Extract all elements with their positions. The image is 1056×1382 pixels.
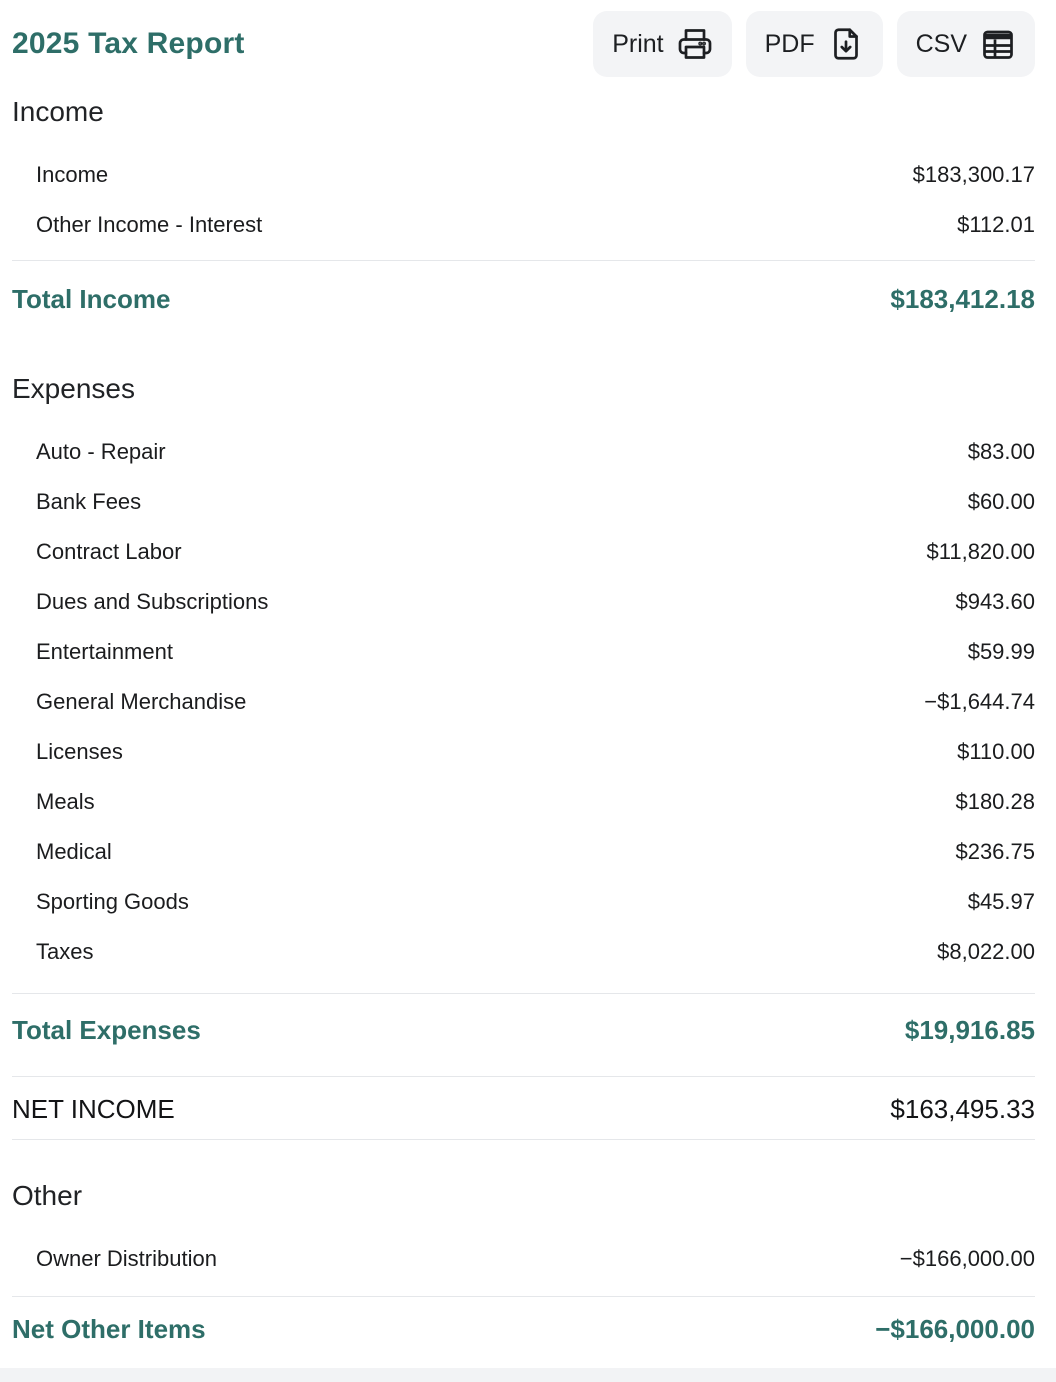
line-item-label: Contract Labor xyxy=(36,539,182,564)
line-item-value: $45.97 xyxy=(967,889,1035,914)
list-item xyxy=(12,577,1035,627)
line-item-value: $943.60 xyxy=(955,589,1035,614)
other-rows xyxy=(12,1234,1035,1284)
list-item xyxy=(12,877,1035,927)
pdf-button-label: PDF xyxy=(764,29,815,58)
other-section xyxy=(12,1178,1035,1361)
total-expenses-row xyxy=(12,994,1035,1076)
list-item xyxy=(12,827,1035,877)
printer-icon xyxy=(677,26,713,62)
line-item-value: $112.01 xyxy=(957,212,1035,237)
total-expenses-value: $19,916.85 xyxy=(904,1015,1035,1045)
line-item-label: Other Income - Interest xyxy=(36,212,263,237)
report-header xyxy=(12,0,1035,78)
line-item-label: Dues and Subscriptions xyxy=(36,589,269,614)
print-button[interactable] xyxy=(593,11,731,77)
table-icon xyxy=(980,26,1016,62)
net-income-label: NET INCOME xyxy=(12,1094,175,1124)
income-section xyxy=(12,94,1035,337)
net-income-value: $163,495.33 xyxy=(890,1094,1035,1124)
csv-button[interactable] xyxy=(897,11,1035,77)
line-item-value: $60.00 xyxy=(967,489,1035,514)
line-item-value: $110.00 xyxy=(957,739,1035,764)
list-item xyxy=(12,477,1035,527)
print-button-label: Print xyxy=(612,29,664,58)
list-item xyxy=(12,627,1035,677)
list-item xyxy=(12,200,1035,250)
net-other-items-label: Net Other Items xyxy=(12,1314,206,1344)
total-expenses-label: Total Expenses xyxy=(12,1015,201,1045)
line-item-value: −$1,644.74 xyxy=(924,689,1035,714)
net-other-items-row xyxy=(12,1297,1035,1361)
list-item xyxy=(12,1234,1035,1284)
line-item-label: Bank Fees xyxy=(36,489,142,514)
income-rows xyxy=(12,150,1035,250)
file-download-icon xyxy=(828,26,864,62)
list-item xyxy=(12,427,1035,477)
other-section-heading: Other xyxy=(12,1180,83,1211)
line-item-value: $11,820.00 xyxy=(926,539,1035,564)
expenses-rows xyxy=(12,427,1035,977)
line-item-label: General Merchandise xyxy=(36,689,247,714)
line-item-value: $83.00 xyxy=(967,439,1035,464)
line-item-label: Meals xyxy=(36,789,95,814)
net-income-row xyxy=(12,1077,1035,1139)
net-other-items-value: −$166,000.00 xyxy=(875,1314,1035,1344)
line-item-value: $59.99 xyxy=(967,639,1035,664)
income-section-heading: Income xyxy=(12,96,104,127)
list-item xyxy=(12,777,1035,827)
expenses-section xyxy=(12,371,1035,1140)
line-item-label: Medical xyxy=(36,839,112,864)
total-income-value: $183,412.18 xyxy=(890,284,1035,314)
pdf-button[interactable] xyxy=(746,11,883,77)
line-item-value: $180.28 xyxy=(955,789,1035,814)
bottom-band xyxy=(0,1368,1056,1382)
line-item-label: Auto - Repair xyxy=(36,439,166,464)
expenses-section-heading: Expenses xyxy=(12,373,135,404)
total-income-label: Total Income xyxy=(12,284,171,314)
export-toolbar xyxy=(593,11,1035,77)
list-item xyxy=(12,727,1035,777)
list-item xyxy=(12,150,1035,200)
total-income-row xyxy=(12,261,1035,337)
line-item-label: Income xyxy=(36,162,109,187)
line-item-value: $183,300.17 xyxy=(912,162,1035,187)
csv-button-label: CSV xyxy=(915,29,967,58)
list-item xyxy=(12,677,1035,727)
divider xyxy=(12,1139,1035,1140)
list-item xyxy=(12,527,1035,577)
line-item-label: Owner Distribution xyxy=(36,1246,217,1271)
page-title: 2025 Tax Report xyxy=(12,27,245,60)
line-item-value: $8,022.00 xyxy=(937,939,1035,964)
line-item-value: $236.75 xyxy=(955,839,1035,864)
list-item xyxy=(12,927,1035,977)
line-item-value: −$166,000.00 xyxy=(899,1246,1035,1271)
line-item-label: Sporting Goods xyxy=(36,889,189,914)
line-item-label: Licenses xyxy=(36,739,123,764)
line-item-label: Taxes xyxy=(36,939,94,964)
line-item-label: Entertainment xyxy=(36,639,173,664)
